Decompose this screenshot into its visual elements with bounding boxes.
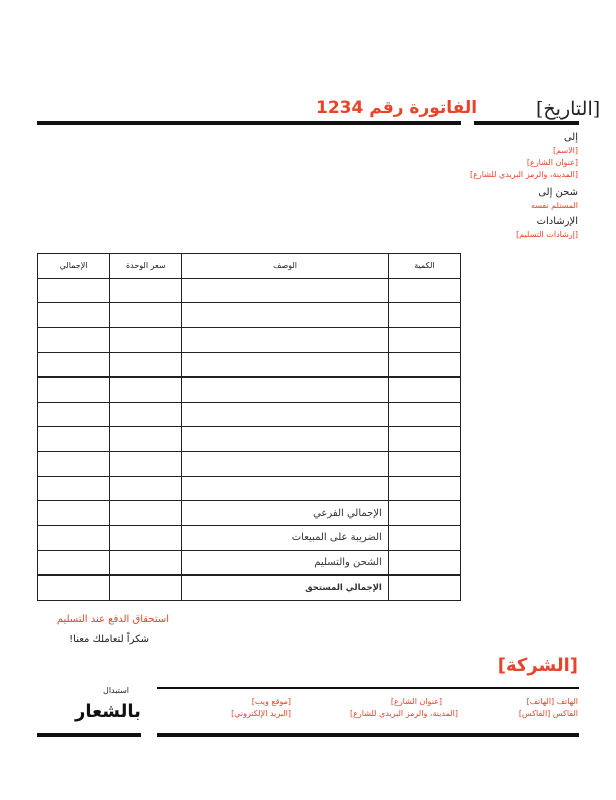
shipping-label: الشحن والتسليم	[182, 550, 388, 575]
total-due-label: الإجمالي المستحق	[182, 575, 388, 600]
instructions-value: [إرشادات التسليم]	[516, 230, 578, 239]
cell-total[interactable]	[38, 377, 110, 402]
footer-email: [البريد الإلكتروني]	[231, 709, 291, 718]
cell-description[interactable]	[182, 427, 388, 452]
footer-phone: الهاتف [الهاتف]	[526, 697, 578, 706]
cell-unit-price[interactable]	[110, 278, 182, 303]
cell-unit-price	[110, 525, 182, 550]
bill-to-city: [المدينة، والرمز البريدي للشارع]	[470, 170, 578, 179]
sales-tax-value[interactable]	[38, 525, 110, 550]
table-row	[38, 352, 461, 377]
footer-street: [عنوان الشارع]	[390, 697, 442, 706]
instructions-block	[516, 215, 578, 241]
table-row	[38, 452, 461, 477]
cell-unit-price[interactable]	[110, 427, 182, 452]
cell-quantity[interactable]	[388, 402, 460, 427]
items-table	[37, 253, 461, 601]
cell-unit-price[interactable]	[110, 303, 182, 328]
ship-to-label: شحن إلى	[538, 187, 578, 198]
sales-tax-row	[38, 525, 461, 550]
cell-total[interactable]	[38, 427, 110, 452]
total-due-row	[38, 575, 461, 600]
table-row	[38, 303, 461, 328]
instructions-label: الإرشادات	[536, 216, 578, 227]
cell-total[interactable]	[38, 278, 110, 303]
table-row	[38, 278, 461, 303]
logo-replace-label: استبدال	[103, 686, 129, 695]
col-header-total: الإجمالي	[38, 254, 110, 279]
header-rule-left	[37, 121, 461, 125]
cell-total[interactable]	[38, 303, 110, 328]
cell-quantity[interactable]	[388, 303, 460, 328]
ship-to-value: المستلم نفسه	[530, 201, 578, 210]
footer-rule-bottom-left	[37, 733, 141, 737]
logo-placeholder[interactable]: بالشعار	[75, 701, 141, 722]
company-name: [الشركة]	[497, 655, 578, 676]
table-row	[38, 377, 461, 402]
cell-quantity	[388, 550, 460, 575]
cell-quantity	[388, 525, 460, 550]
cell-unit-price[interactable]	[110, 402, 182, 427]
cell-total[interactable]	[38, 476, 110, 501]
col-header-unit-price: سعر الوحدة	[110, 254, 182, 279]
cell-unit-price[interactable]	[110, 452, 182, 477]
cell-description[interactable]	[182, 303, 388, 328]
ship-to-block	[531, 186, 578, 212]
cell-unit-price	[110, 501, 182, 526]
footer-rule-bottom-right	[157, 733, 579, 737]
cell-total[interactable]	[38, 402, 110, 427]
cell-description[interactable]	[182, 476, 388, 501]
bill-to-block	[470, 131, 578, 181]
cell-unit-price[interactable]	[110, 377, 182, 402]
footer-website: [موقع ويب]	[251, 697, 291, 706]
total-due-value[interactable]	[38, 575, 110, 600]
cell-quantity[interactable]	[388, 427, 460, 452]
invoice-date: [التاريخ]	[536, 98, 601, 120]
cell-description[interactable]	[182, 278, 388, 303]
footer-fax: الفاكس [الفاكس]	[518, 709, 578, 718]
cell-quantity[interactable]	[388, 278, 460, 303]
header-rule-right	[474, 121, 579, 125]
cell-description[interactable]	[182, 402, 388, 427]
cell-quantity[interactable]	[388, 327, 460, 352]
cell-unit-price	[110, 550, 182, 575]
table-row	[38, 476, 461, 501]
subtotal-row	[38, 501, 461, 526]
cell-quantity[interactable]	[388, 352, 460, 377]
footer-city: [المدينة، والرمز البريدي للشارع]	[350, 709, 458, 718]
subtotal-value[interactable]	[38, 501, 110, 526]
cell-total[interactable]	[38, 452, 110, 477]
shipping-value[interactable]	[38, 550, 110, 575]
table-row	[38, 402, 461, 427]
cell-description[interactable]	[182, 452, 388, 477]
table-header-row	[38, 254, 461, 279]
cell-description[interactable]	[182, 352, 388, 377]
footer-rule-top	[157, 687, 579, 689]
bill-to-name: [الاسم]	[552, 146, 578, 155]
table-row	[38, 327, 461, 352]
cell-total[interactable]	[38, 327, 110, 352]
cell-unit-price[interactable]	[110, 476, 182, 501]
cell-unit-price[interactable]	[110, 352, 182, 377]
thanks-note: شكراً لتعاملك معنا!	[69, 634, 149, 645]
cell-quantity[interactable]	[388, 377, 460, 402]
cell-total[interactable]	[38, 352, 110, 377]
sales-tax-label: الضريبة على المبيعات	[182, 525, 388, 550]
bill-to-label: إلى	[563, 132, 578, 143]
cell-quantity	[388, 501, 460, 526]
table-row	[38, 427, 461, 452]
shipping-row	[38, 550, 461, 575]
bill-to-street: [عنوان الشارع]	[526, 158, 578, 167]
cell-description[interactable]	[182, 377, 388, 402]
cell-quantity[interactable]	[388, 452, 460, 477]
invoice-title: الفاتورة رقم 1234	[316, 98, 478, 118]
cell-quantity	[388, 575, 460, 600]
subtotal-label: الإجمالي الفرعي	[182, 501, 388, 526]
payment-note: استحقاق الدفع عند التسليم	[56, 614, 169, 625]
cell-unit-price	[110, 575, 182, 600]
cell-quantity[interactable]	[388, 476, 460, 501]
col-header-description: الوصف	[182, 254, 388, 279]
col-header-quantity: الكمية	[388, 254, 460, 279]
cell-description[interactable]	[182, 327, 388, 352]
cell-unit-price[interactable]	[110, 327, 182, 352]
